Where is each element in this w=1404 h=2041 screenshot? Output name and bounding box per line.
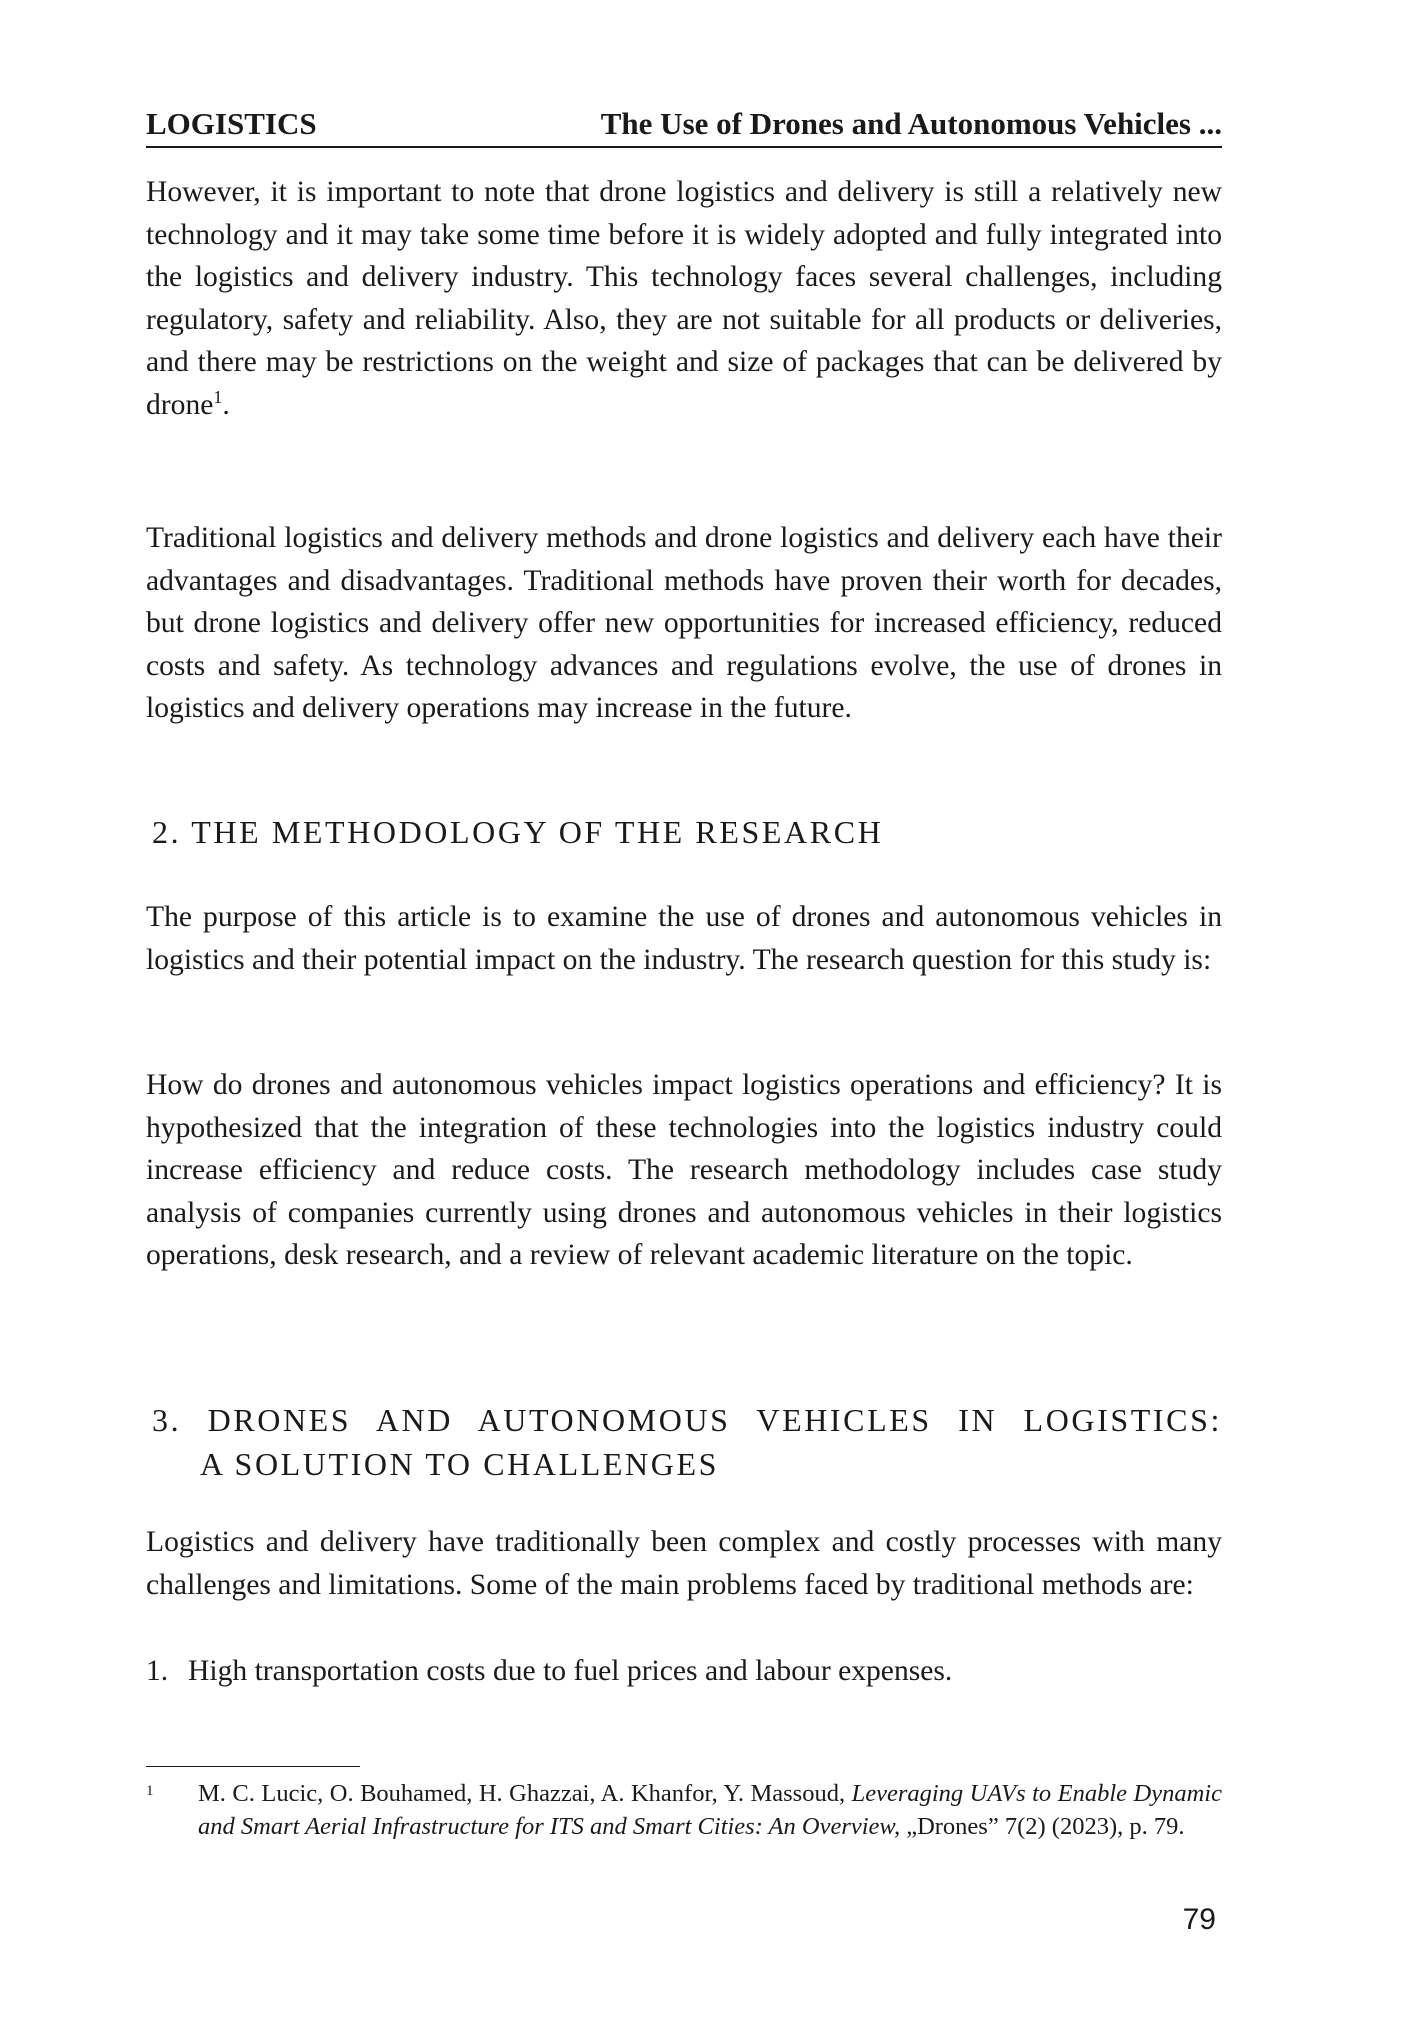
footnote-source: „Drones” 7(2) (2023), p. 79. bbox=[900, 1813, 1185, 1840]
paragraph-research-question: How do drones and autonomous vehicles impact logistics operations and efficiency? It is hypothesized that the integration of these technologies into the logistics industry could increase efficiency and reduce costs. The research methodology includes case study analysis of companies currently using drones and autonomous vehicles in their logistics operations, desk research, and a review of relevant academic literature on the topic. bbox=[146, 1069, 1222, 1271]
paragraph-text: However, it is important to note that drone logistics and delivery is still a relatively new technology and it may take some time before it is widely adopted and fully integrated into the logistics and delivery industry. This technology faces several challenges, including regulatory, safety and reliability. Also, they are not suitable for all products or deliveries, and there may be restrictions on the weight and size of packages that can be delivered by drone bbox=[146, 176, 1222, 421]
footnote-authors: M. C. Lucic, O. Bouhamed, H. Ghazzai, A. Khanfor, Y. Massoud, bbox=[198, 1780, 852, 1807]
footnote-divider bbox=[146, 1766, 360, 1767]
footnote-mark: 1 bbox=[146, 1783, 154, 1799]
list-item bbox=[146, 1650, 1222, 1693]
section-heading-drones-autonomous bbox=[152, 1398, 1222, 1486]
paragraph-comparison: Traditional logistics and delivery methods and drone logistics and delivery each have their advantages and disadvantages. Traditional methods have proven their worth for decades, but drone logistics and delivery offer new opportunities for increased efficiency, reduced costs and safety. As technology advances and regulations evolve, the use of drones in logistics and delivery operations may increase in the future. bbox=[146, 522, 1222, 724]
list-item-text: High transportation costs due to fuel prices and labour expenses. bbox=[188, 1655, 953, 1687]
section-heading-methodology: 2. THE METHODOLOGY OF THE RESEARCH bbox=[152, 814, 884, 850]
page-number: 79 bbox=[1182, 1903, 1216, 1936]
header-article-title: The Use of Drones and Autonomous Vehicles ... bbox=[600, 106, 1222, 141]
paragraph-challenges-intro: Logistics and delivery have traditionally been complex and costly processes with many challenges and limitations. Some of the main problems faced by traditional methods are: bbox=[146, 1526, 1222, 1601]
paragraph-drone-limitations bbox=[146, 171, 1222, 426]
footnote-title: Leveraging UAVs to Enable Dynamic and Smart Aerial Infrastructure for ITS and Smart Cities: An Overview, bbox=[198, 1780, 1222, 1840]
header-journal-section: LOGISTICS bbox=[146, 106, 317, 141]
footnote-reference[interactable]: 1 bbox=[213, 386, 223, 407]
footnote-text bbox=[198, 1777, 1222, 1843]
section-heading-line-1: 3. DRONES AND AUTONOMOUS VEHICLES IN LOGISTICS: bbox=[152, 1402, 1222, 1438]
running-header bbox=[146, 104, 1222, 148]
section-heading-line-2: A SOLUTION TO CHALLENGES bbox=[200, 1446, 719, 1482]
paragraph-purpose: The purpose of this article is to examine the use of drones and autonomous vehicles in logistics and their potential impact on the industry. The research question for this study is: bbox=[146, 901, 1222, 976]
list-item-marker: 1. bbox=[146, 1655, 169, 1687]
paragraph-end: . bbox=[222, 388, 230, 421]
